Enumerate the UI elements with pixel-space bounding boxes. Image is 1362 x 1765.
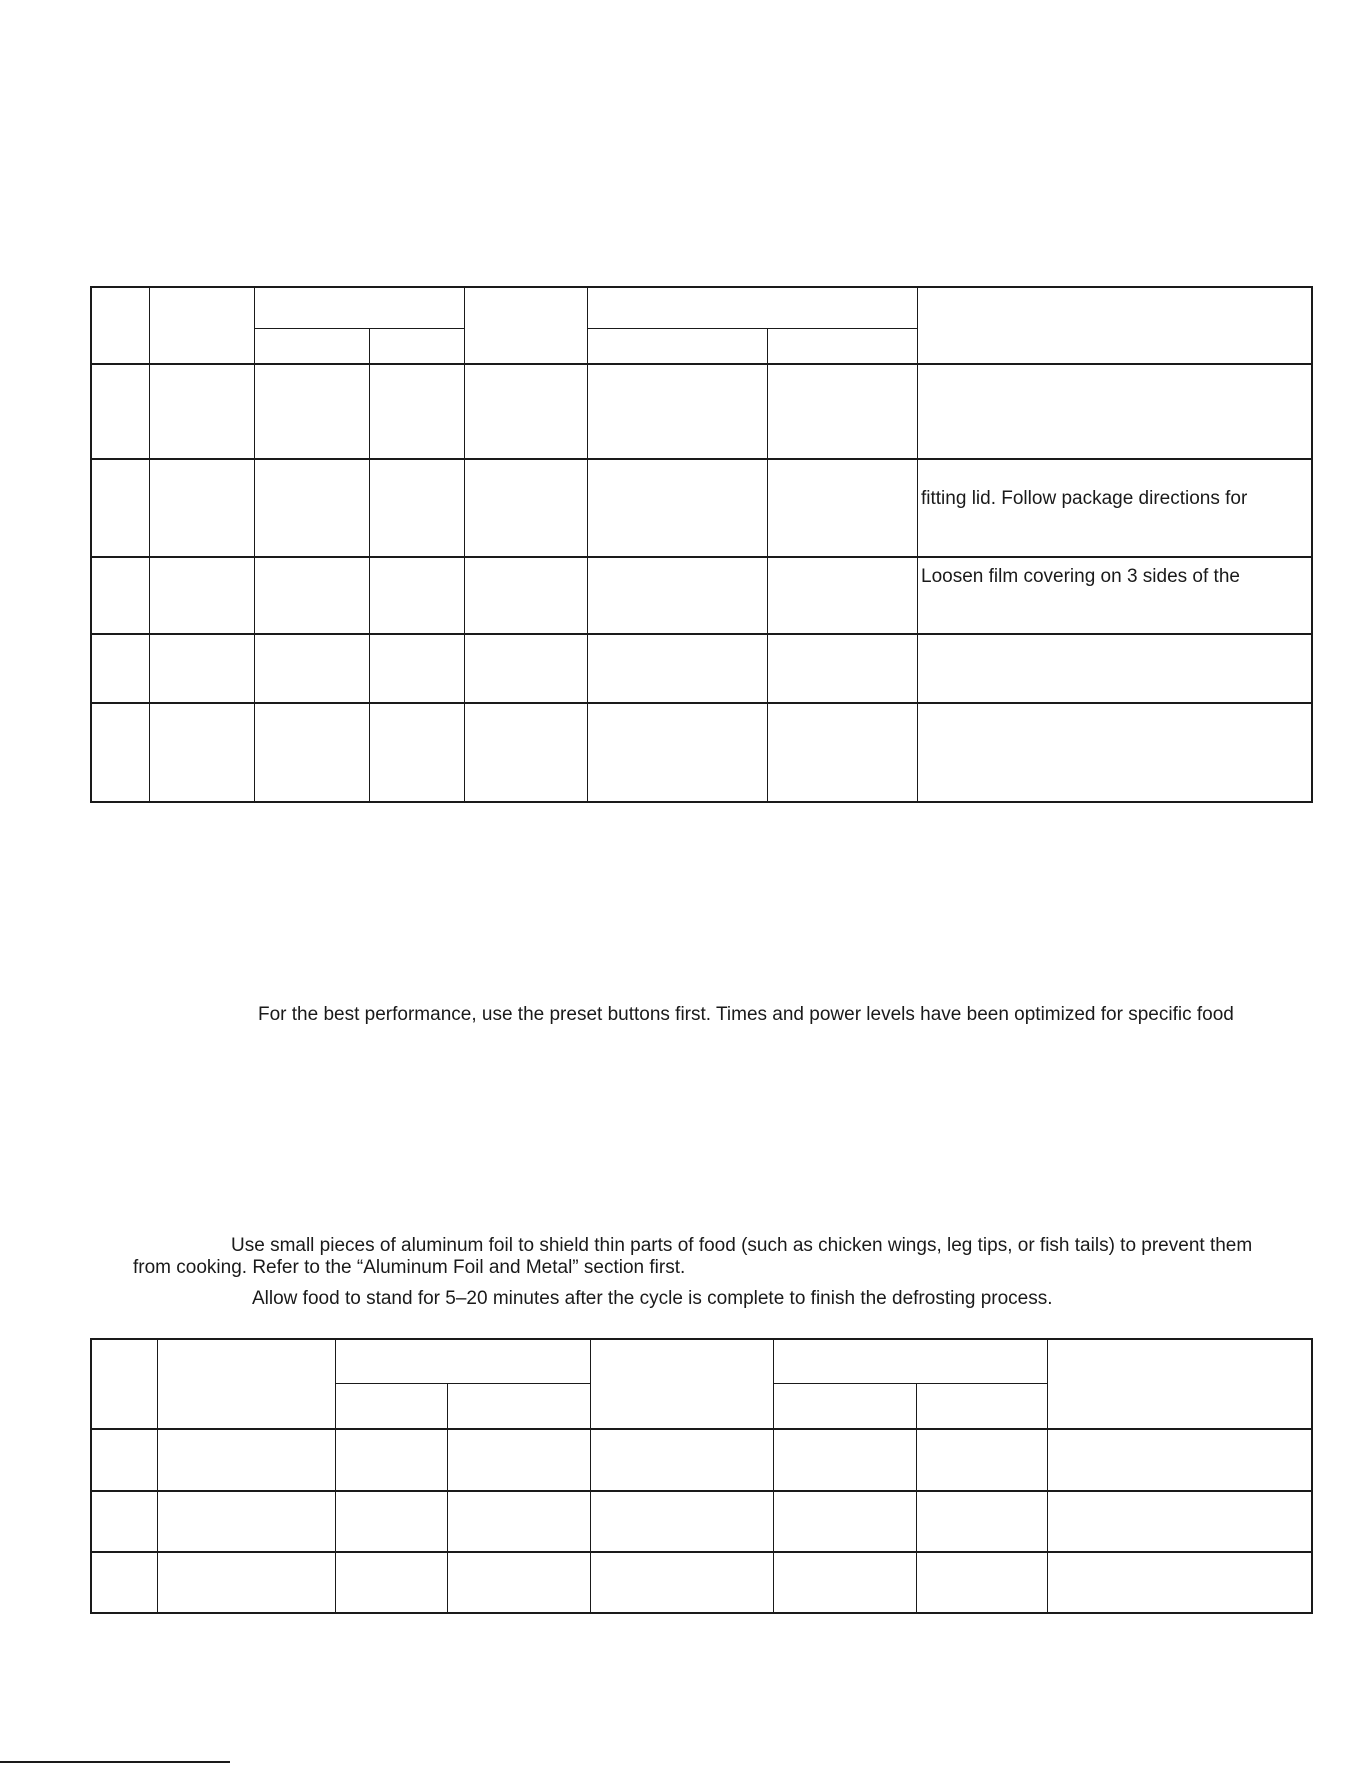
table-1-top-border <box>90 286 1313 288</box>
table-1-col-line-1 <box>149 286 150 803</box>
table-2-col-line-1 <box>157 1338 158 1614</box>
table-1-col-line-3 <box>369 328 370 803</box>
table-2-right-border <box>1311 1338 1313 1614</box>
table-1 <box>0 0 1362 820</box>
table-1-col-line-2 <box>254 286 255 803</box>
table-2-header-bottom <box>90 1428 1313 1430</box>
table-2-row-line-1 <box>90 1490 1313 1492</box>
paragraph-aluminum-foil-line-1: Use small pieces of aluminum foil to shield thin parts of food (such as chicken wings, leg tips, or fish tails) to prevent them <box>231 1235 1253 1256</box>
table-1-cell-row2-instructions: fitting lid. Follow package directions for <box>921 488 1248 509</box>
table-1-col-line-5 <box>587 286 588 803</box>
table-2-col-line-3 <box>447 1383 448 1614</box>
table-1-row-line-3 <box>90 633 1313 635</box>
table-1-left-border <box>90 286 92 803</box>
table-2-col-line-6 <box>916 1383 917 1614</box>
table-1-right-border <box>1311 286 1313 803</box>
footer-rule <box>0 1761 230 1763</box>
table-2-col-line-4 <box>590 1338 591 1614</box>
table-1-cell-row3-instructions: Loosen film covering on 3 sides of the <box>921 566 1240 587</box>
table-2-col-line-2 <box>335 1338 336 1614</box>
table-2-subheader-line-a <box>336 1383 591 1384</box>
table-2-left-border <box>90 1338 92 1614</box>
paragraph-preset-buttons: For the best performance, use the preset buttons first. Times and power levels have been optimized for specific food <box>258 1004 1234 1025</box>
table-1-row-line-4 <box>90 702 1313 704</box>
table-1-row-line-1 <box>90 458 1313 460</box>
table-1-subheader-line-a <box>254 328 465 329</box>
table-1-row-line-2 <box>90 556 1313 558</box>
table-2-col-line-7 <box>1047 1338 1048 1614</box>
table-2-top-border <box>90 1338 1313 1340</box>
table-2-bottom-border <box>90 1612 1313 1614</box>
table-1-col-line-7 <box>917 286 918 803</box>
paragraph-standing-time: Allow food to stand for 5–20 minutes after the cycle is complete to finish the defrosting process. <box>252 1288 1053 1309</box>
table-1-col-line-4 <box>464 286 465 803</box>
table-2-col-line-5 <box>773 1338 774 1614</box>
table-2-subheader-line-b <box>774 1383 1048 1384</box>
table-1-subheader-line-b <box>587 328 918 329</box>
table-1-header-bottom <box>90 363 1313 365</box>
table-1-col-line-6 <box>767 328 768 803</box>
paragraph-aluminum-foil-line-2: from cooking. Refer to the “Aluminum Foil and Metal” section first. <box>133 1257 686 1278</box>
table-1-bottom-border <box>90 801 1313 803</box>
table-2-row-line-2 <box>90 1551 1313 1553</box>
